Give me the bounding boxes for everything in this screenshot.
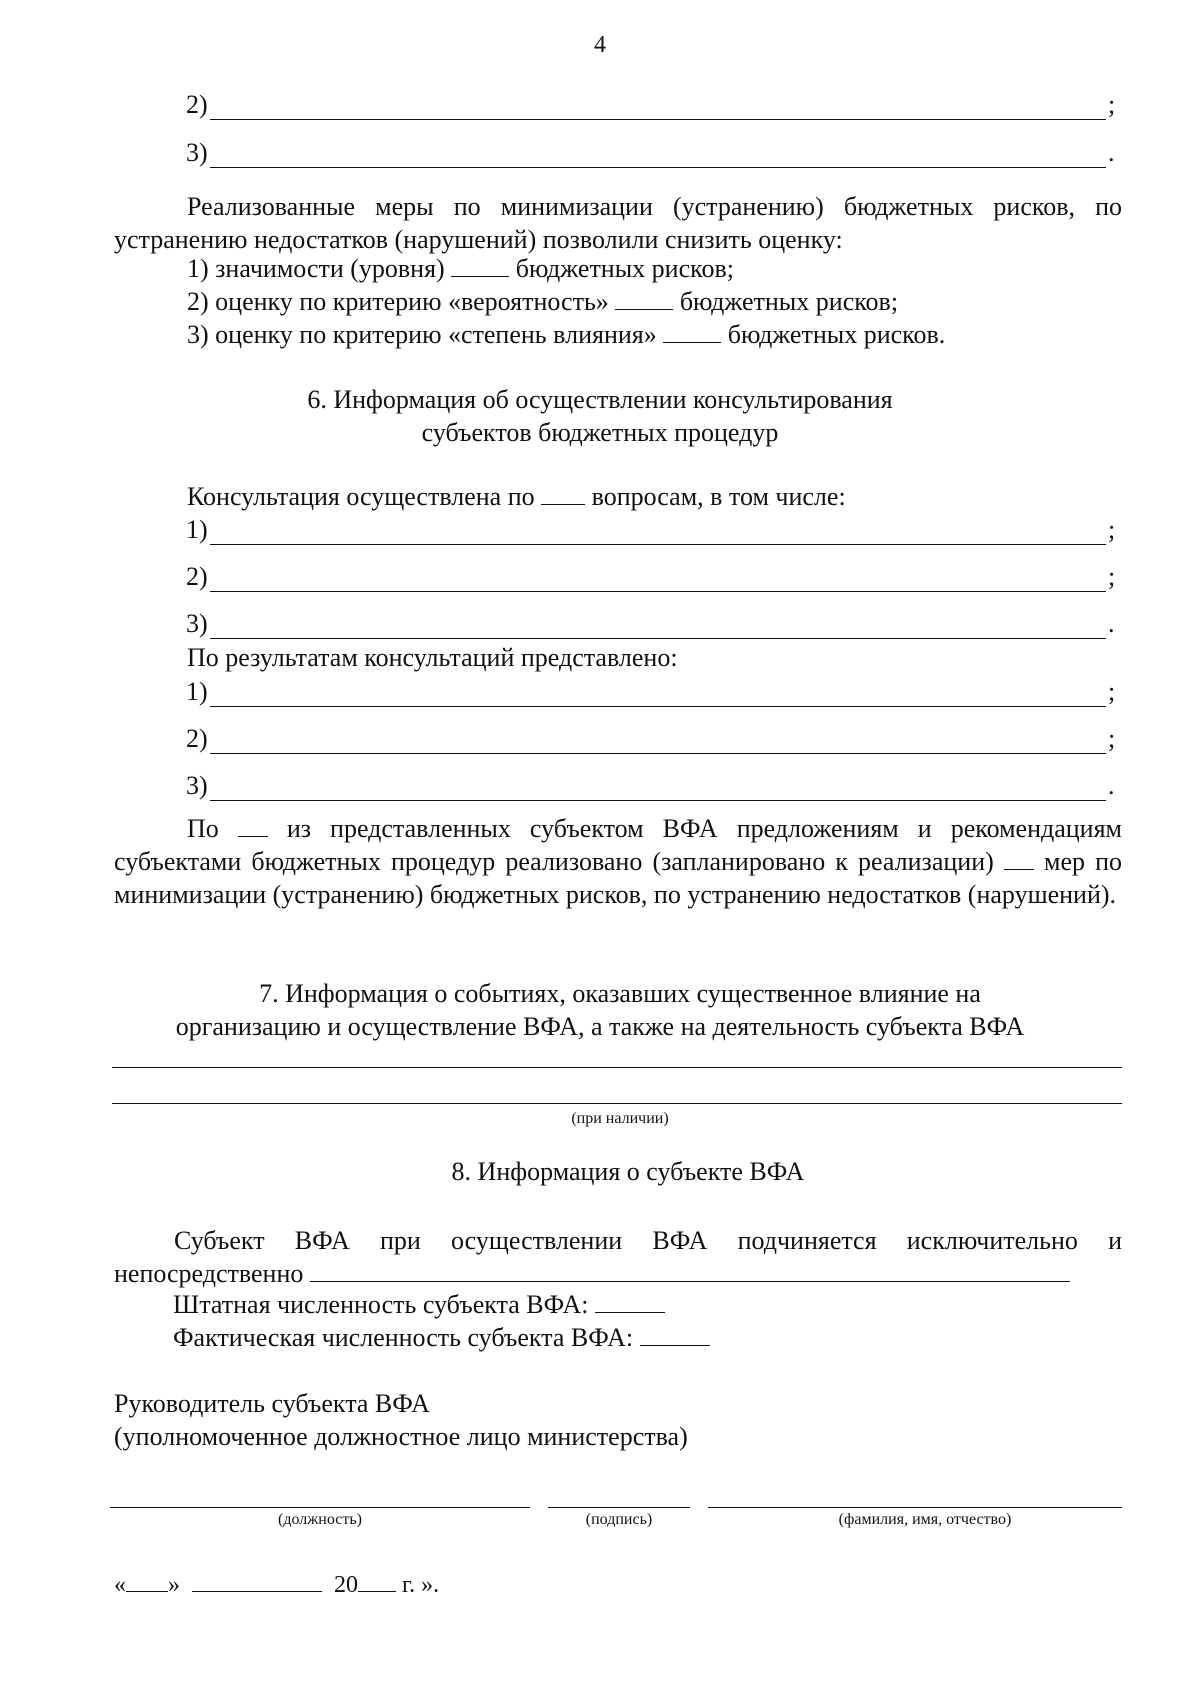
section-6-title-line-2: субъектов бюджетных процедур <box>421 418 779 447</box>
date-line: « » 20 г. ». <box>114 1569 439 1600</box>
section-7-title-line-1: 7. Информация о событиях, оказавших существенное влияние на <box>259 979 981 1008</box>
measures-item-3: 3) оценку по критерию «степень влияния» бюджетных рисков. <box>187 320 946 349</box>
consult-line: Консультация осуществлена по вопросам, в том числе: <box>187 482 846 511</box>
blank-field[interactable] <box>1004 847 1034 870</box>
blank-field[interactable] <box>238 814 268 837</box>
section-6-title-line-1: 6. Информация об осуществлении консультирования <box>307 385 893 414</box>
results-label: По результатам консультаций представлено: <box>187 643 678 672</box>
section-7-title <box>0 977 1200 1043</box>
item-number: 3) <box>186 138 208 167</box>
list-item: 3) . <box>186 771 1115 800</box>
measures-paragraph <box>114 190 1122 256</box>
recommendations-paragraph: По из представленных субъектом ВФА предложениям и рекомендациям субъектами бюджетных процедур реализовано (запланировано к реализации) мер по минимизации (устранению) бюджетных рисков, по устранению недостатков (нарушений). <box>114 814 1123 909</box>
month-field[interactable] <box>192 1569 322 1592</box>
blank-field[interactable] <box>451 254 509 277</box>
list-item: 2) ; <box>186 562 1116 591</box>
day-field[interactable] <box>126 1569 168 1592</box>
list-item: 1) ; <box>186 677 1116 706</box>
signature-field[interactable] <box>548 1507 690 1508</box>
section-8-title: 8. Информация о субъекте ВФА <box>451 1157 805 1186</box>
list-item <box>186 90 1122 120</box>
list-item: 3) . <box>186 609 1115 638</box>
item-end: ; <box>1108 90 1116 119</box>
staff-count-line: Штатная численность субъекта ВФА: <box>173 1290 665 1320</box>
blank-line[interactable] <box>210 776 1106 801</box>
head-subtitle: (уполномоченное должностное лицо министерства) <box>114 1422 688 1451</box>
list-item: 2) ; <box>186 724 1116 753</box>
blank-line[interactable] <box>210 614 1106 639</box>
blank-line[interactable] <box>210 567 1106 592</box>
list-item: 1) ; <box>186 515 1116 544</box>
blank-field[interactable] <box>541 482 585 505</box>
blank-line[interactable] <box>210 143 1106 168</box>
item-end: . <box>1108 138 1115 167</box>
field-caption: (при наличии) <box>571 1110 669 1127</box>
signature-caption: (подпись) <box>585 1511 653 1528</box>
blank-field[interactable] <box>310 1259 1070 1282</box>
blank-field[interactable] <box>640 1323 710 1346</box>
blank-line[interactable] <box>112 1067 1122 1068</box>
actual-count-line: Фактическая численность субъекта ВФА: <box>173 1323 710 1353</box>
position-field[interactable] <box>110 1507 530 1508</box>
blank-field[interactable] <box>615 287 673 310</box>
measures-intro: Реализованные меры по минимизации (устранению) бюджетных рисков, по устранению недостатков (нарушений) позволили снизить оценку: <box>114 192 1122 254</box>
measures-item-1: 1) значимости (уровня) бюджетных рисков; <box>187 254 734 283</box>
section-6-title <box>0 383 1200 449</box>
blank-line[interactable] <box>210 520 1106 545</box>
position-caption: (должность) <box>278 1511 362 1528</box>
blank-field[interactable] <box>663 320 721 343</box>
blank-field[interactable] <box>595 1290 665 1313</box>
full-name-field[interactable] <box>708 1507 1122 1508</box>
blank-line[interactable] <box>112 1103 1122 1104</box>
year-field[interactable] <box>358 1569 396 1592</box>
blank-line[interactable] <box>210 95 1106 120</box>
list-item <box>186 138 1122 168</box>
head-title: Руководитель субъекта ВФА <box>114 1389 430 1418</box>
blank-line[interactable] <box>210 682 1106 707</box>
page-number: 4 <box>594 32 606 58</box>
subordinate-paragraph: Субъект ВФА при осуществлении ВФА подчиняется исключительно и непосредственно <box>114 1226 1122 1288</box>
full-name-caption: (фамилия, имя, отчество) <box>838 1511 1012 1528</box>
section-7-title-line-2: организацию и осуществление ВФА, а также на деятельность субъекта ВФА <box>175 1012 1025 1041</box>
measures-item-2: 2) оценку по критерию «вероятность» бюджетных рисков; <box>187 287 899 316</box>
item-number: 2) <box>186 90 208 119</box>
blank-line[interactable] <box>210 729 1106 754</box>
